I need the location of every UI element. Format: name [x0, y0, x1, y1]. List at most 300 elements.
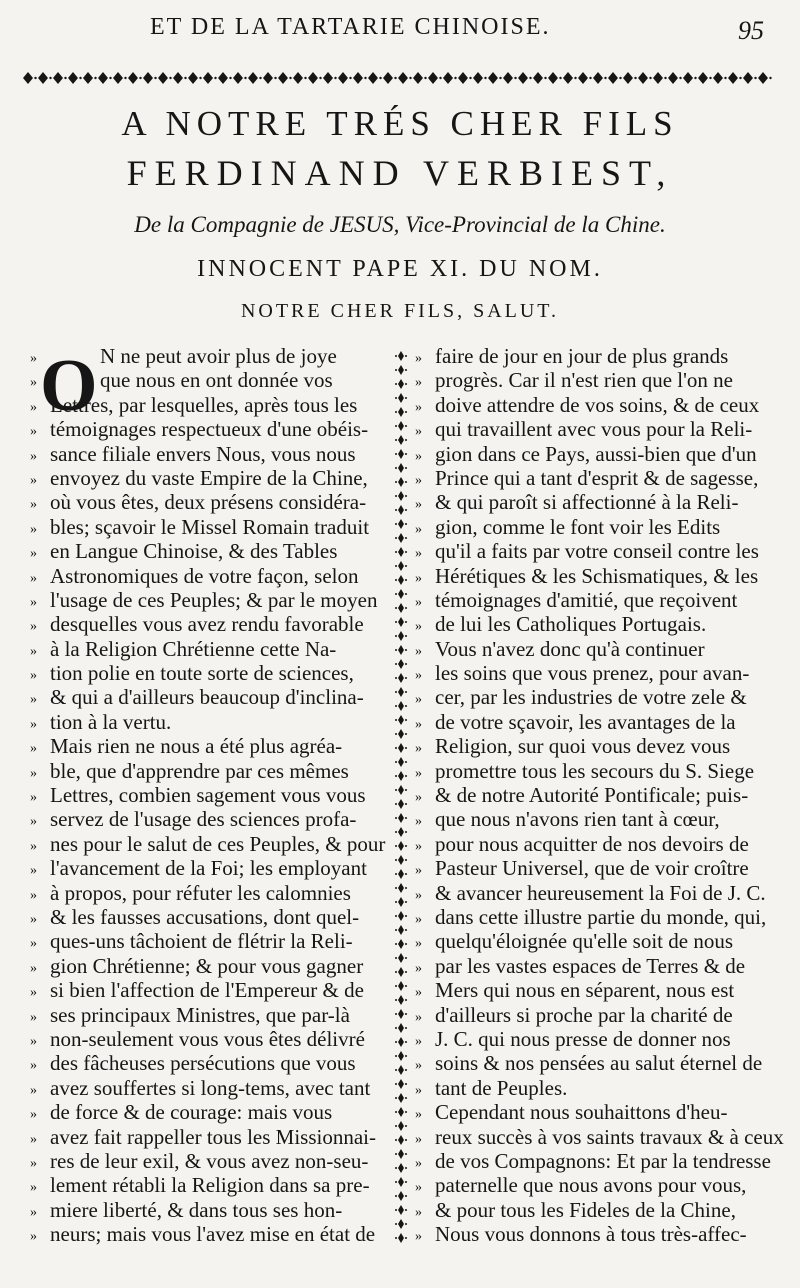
text-line: [415, 710, 785, 734]
text-line: [30, 856, 390, 880]
ornament-diamond: [563, 72, 573, 84]
divider-diamond: [398, 603, 404, 613]
divider-dot: [395, 453, 397, 455]
text-line: [30, 368, 390, 392]
divider-dot: [395, 1181, 397, 1183]
text-line: [30, 564, 390, 588]
divider-diamond: [398, 393, 404, 403]
quotation-mark: »: [415, 741, 422, 757]
text-line: [415, 759, 785, 783]
quotation-mark: »: [415, 619, 422, 635]
divider-dot: [405, 957, 407, 959]
quotation-mark: »: [415, 1033, 422, 1049]
quotation-mark: »: [415, 765, 422, 781]
ornament-dot: [664, 77, 666, 79]
line-text: des fâcheuses persécutions que vous: [50, 1051, 356, 1076]
divider-diamond: [398, 659, 404, 669]
divider-diamond: [398, 463, 404, 473]
ornament-diamond: [263, 72, 273, 84]
quotation-mark: »: [30, 448, 37, 464]
ornament-dot: [64, 77, 66, 79]
divider-diamond: [398, 1093, 404, 1103]
line-text: & qui paroît si affectionné à la Reli-: [435, 490, 739, 515]
ornament-dot: [334, 77, 336, 79]
divider-dot: [405, 1125, 407, 1127]
divider-dot: [405, 1111, 407, 1113]
divider-dot: [395, 1223, 397, 1225]
divider-diamond: [398, 505, 404, 515]
text-line: [30, 490, 390, 514]
line-text: non-seulement vous vous êtes délivré: [50, 1026, 365, 1051]
line-text: J. C. qui nous presse de donner nos: [435, 1026, 731, 1051]
quotation-mark: »: [415, 643, 422, 659]
divider-dot: [405, 971, 407, 973]
quotation-mark: »: [415, 1009, 422, 1025]
line-text: les soins que vous prenez, pour avan-: [435, 661, 750, 686]
divider-dot: [405, 397, 407, 399]
divider-diamond: [398, 435, 404, 445]
divider-dot: [395, 915, 397, 917]
quotation-mark: »: [30, 1180, 37, 1196]
divider-diamond: [398, 869, 404, 879]
text-line: [30, 1100, 390, 1124]
divider-dot: [395, 607, 397, 609]
quotation-mark: »: [415, 1107, 422, 1123]
quotation-mark: »: [30, 1033, 37, 1049]
quotation-mark: »: [415, 521, 422, 537]
quotation-mark: »: [30, 1009, 37, 1025]
line-text: Lettres, combien sagement vous vous: [50, 783, 366, 808]
line-text: de vos Compagnons: Et par la tendresse: [435, 1148, 771, 1173]
ornament-dot: [544, 77, 546, 79]
divider-dot: [395, 1083, 397, 1085]
divider-diamond: [398, 1121, 404, 1131]
text-line: [415, 905, 785, 929]
line-text: res de leur exil, & vous avez non-seu-: [50, 1148, 369, 1173]
divider-dot: [395, 761, 397, 763]
divider-dot: [405, 1069, 407, 1071]
text-line: [30, 637, 390, 661]
divider-diamond: [398, 995, 404, 1005]
quotation-mark: »: [30, 790, 37, 806]
text-line: [30, 1003, 390, 1027]
quotation-mark: »: [415, 960, 422, 976]
ornament-diamond: [428, 72, 438, 84]
drop-cap: O: [40, 345, 98, 427]
quotation-mark: »: [30, 1131, 37, 1147]
divider-dot: [395, 1237, 397, 1239]
text-line: [415, 417, 785, 441]
divider-dot: [395, 1013, 397, 1015]
quotation-mark: »: [30, 521, 37, 537]
text-line: [30, 759, 390, 783]
divider-dot: [395, 775, 397, 777]
text-line: [415, 1125, 785, 1149]
text-line: [30, 393, 390, 417]
divider-dot: [405, 439, 407, 441]
divider-dot: [395, 789, 397, 791]
divider-dot: [405, 1223, 407, 1225]
ornament-dot: [469, 77, 471, 79]
text-line: [30, 685, 390, 709]
line-text: de force & de courage: mais vous: [50, 1100, 333, 1125]
divider-dot: [395, 369, 397, 371]
ornament-diamond: [413, 72, 423, 84]
letter-sender: INNOCENT PAPE XI. DU NOM.: [197, 256, 603, 282]
divider-diamond: [398, 365, 404, 375]
quotation-mark: »: [415, 985, 422, 1001]
divider-diamond: [398, 421, 404, 431]
divider-dot: [395, 901, 397, 903]
quotation-mark: »: [415, 790, 422, 806]
divider-dot: [395, 663, 397, 665]
text-line: [30, 710, 390, 734]
divider-dot: [405, 1055, 407, 1057]
line-text: N ne peut avoir plus de joye: [100, 344, 337, 368]
quotation-mark: »: [415, 716, 422, 732]
quotation-mark: »: [30, 375, 37, 391]
quotation-mark: »: [415, 448, 422, 464]
quotation-mark: »: [30, 424, 37, 440]
text-line: [30, 1222, 390, 1246]
quotation-mark: »: [30, 1107, 37, 1123]
ornament-diamond: [203, 72, 213, 84]
divider-diamond: [398, 841, 404, 851]
divider-dot: [395, 383, 397, 385]
divider-diamond: [398, 1009, 404, 1019]
divider-dot: [395, 1209, 397, 1211]
divider-dot: [395, 649, 397, 651]
ornament-diamond: [53, 72, 63, 84]
text-line: [30, 1076, 390, 1100]
ornament-dot: [244, 77, 246, 79]
quotation-mark: »: [30, 863, 37, 879]
divider-dot: [395, 691, 397, 693]
line-text: Cependant nous souhaittons d'heu-: [435, 1100, 728, 1125]
quotation-mark: »: [415, 936, 422, 952]
line-text: promettre tous les secours du S. Siege: [435, 758, 755, 783]
line-text: tion polie en toute sorte de sciences,: [50, 661, 354, 686]
line-text: ble, que d'apprendre par ces mêmes: [50, 758, 349, 783]
quotation-mark: »: [415, 399, 422, 415]
text-line: [30, 466, 390, 490]
ornament-diamond: [188, 72, 198, 84]
divider-dot: [405, 1083, 407, 1085]
quotation-mark: »: [415, 668, 422, 684]
ornament-dot: [304, 77, 306, 79]
line-text: que nous n'avons rien tant à cœur,: [435, 807, 720, 832]
divider-dot: [395, 705, 397, 707]
divider-dot: [395, 943, 397, 945]
divider-dot: [395, 509, 397, 511]
line-text: Astronomiques de votre façon, selon: [50, 563, 359, 588]
divider-dot: [395, 985, 397, 987]
ornament-diamond: [23, 72, 33, 84]
quotation-mark: »: [30, 911, 37, 927]
divider-diamond: [398, 1037, 404, 1047]
divider-dot: [405, 775, 407, 777]
divider-dot: [405, 663, 407, 665]
divider-dot: [395, 1167, 397, 1169]
quotation-mark: »: [30, 765, 37, 781]
quotation-mark: »: [30, 1204, 37, 1220]
divider-dot: [395, 467, 397, 469]
line-text: l'usage de ces Peuples; & par le moyen: [50, 587, 378, 612]
text-line: [415, 856, 785, 880]
text-line: [30, 417, 390, 441]
divider-dot: [395, 733, 397, 735]
right-column: [415, 344, 785, 1246]
divider-diamond: [398, 379, 404, 389]
divider-diamond: [398, 589, 404, 599]
divider-diamond: [398, 631, 404, 641]
text-line: [415, 1003, 785, 1027]
ornament-diamond: [728, 72, 738, 84]
quotation-mark: »: [30, 497, 37, 513]
ornament-dot: [199, 77, 201, 79]
quotation-mark: »: [30, 594, 37, 610]
quotation-mark: »: [30, 399, 37, 415]
divider-dot: [405, 929, 407, 931]
ornament-dot: [184, 77, 186, 79]
divider-dot: [405, 705, 407, 707]
divider-dot: [395, 439, 397, 441]
divider-diamond: [398, 771, 404, 781]
quotation-mark: »: [415, 911, 422, 927]
divider-dot: [395, 355, 397, 357]
quotation-mark: »: [415, 570, 422, 586]
ornament-diamond: [443, 72, 453, 84]
divider-dot: [405, 747, 407, 749]
ornament-diamond: [488, 72, 498, 84]
ornament-dot: [154, 77, 156, 79]
ornament-dot: [34, 77, 36, 79]
divider-dot: [405, 887, 407, 889]
divider-dot: [395, 747, 397, 749]
text-line: [30, 807, 390, 831]
divider-dot: [405, 859, 407, 861]
divider-diamond: [398, 533, 404, 543]
ornament-dot: [709, 77, 711, 79]
text-line: [30, 734, 390, 758]
divider-diamond: [398, 351, 404, 361]
line-text: Religion, sur quoi vous devez vous: [435, 734, 731, 759]
divider-dot: [395, 817, 397, 819]
ornament-dot: [724, 77, 726, 79]
ornament-dot: [409, 77, 411, 79]
divider-diamond: [398, 617, 404, 627]
line-text: à propos, pour réfuter les calomnies: [50, 880, 351, 905]
line-text: servez de l'usage des sciences profa-: [50, 807, 357, 832]
divider-diamond: [398, 1233, 404, 1243]
quotation-mark: »: [415, 424, 422, 440]
ornament-dot: [679, 77, 681, 79]
quotation-mark: »: [30, 1058, 37, 1074]
divider-dot: [395, 411, 397, 413]
divider-dot: [395, 1153, 397, 1155]
divider-dot: [405, 537, 407, 539]
line-text: sance filiale envers Nous, vous nous: [50, 441, 356, 466]
line-text: à la Religion Chrétienne cette Na-: [50, 636, 337, 661]
text-line: [415, 783, 785, 807]
text-line: [415, 661, 785, 685]
ornament-diamond: [368, 72, 378, 84]
divider-diamond: [398, 939, 404, 949]
divider-diamond: [398, 645, 404, 655]
divider-dot: [395, 803, 397, 805]
ornament-diamond: [83, 72, 93, 84]
text-line: [415, 539, 785, 563]
divider-diamond: [398, 827, 404, 837]
line-text: qui travaillent avec vous pour la Reli-: [435, 417, 753, 442]
divider-dot: [395, 621, 397, 623]
left-column: [30, 344, 390, 1246]
divider-dot: [395, 579, 397, 581]
ornament-dot: [139, 77, 141, 79]
line-text: Mers qui nous en séparent, nous est: [435, 978, 735, 1003]
text-line: [415, 344, 785, 368]
text-line: [415, 1027, 785, 1051]
divider-dot: [395, 537, 397, 539]
ornament-dot: [559, 77, 561, 79]
divider-diamond: [398, 1205, 404, 1215]
page-number: 95: [738, 16, 764, 45]
quotation-mark: »: [415, 814, 422, 830]
divider-diamond: [398, 1065, 404, 1075]
quotation-mark: »: [415, 1155, 422, 1171]
divider-dot: [405, 635, 407, 637]
ornament-dot: [49, 77, 51, 79]
line-text: qu'il a faits par votre conseil contre les: [435, 539, 759, 564]
quotation-mark: »: [30, 472, 37, 488]
ornament-diamond: [608, 72, 618, 84]
ornament-diamond: [68, 72, 78, 84]
divider-diamond: [398, 1107, 404, 1117]
ornament-diamond: [758, 72, 768, 84]
divider-dot: [405, 1027, 407, 1029]
ornament-diamond: [218, 72, 228, 84]
divider-dot: [405, 845, 407, 847]
divider-dot: [405, 831, 407, 833]
quotation-mark: »: [30, 814, 37, 830]
divider-dot: [405, 467, 407, 469]
divider-dot: [405, 719, 407, 721]
divider-dot: [395, 565, 397, 567]
text-line: [30, 905, 390, 929]
divider-dot: [395, 593, 397, 595]
divider-dot: [405, 943, 407, 945]
divider-dot: [405, 1097, 407, 1099]
divider-dot: [395, 1069, 397, 1071]
divider-dot: [395, 495, 397, 497]
line-text: témoignages respectueux d'une obéis-: [50, 417, 369, 442]
divider-diamond: [398, 1149, 404, 1159]
text-line: [415, 978, 785, 1002]
line-text: & qui a d'ailleurs beaucoup d'inclina-: [50, 685, 364, 710]
ornament-dot: [274, 77, 276, 79]
line-text: soins & nos pensées au salut éternel de: [435, 1051, 763, 1076]
ornament-diamond: [233, 72, 243, 84]
divider-diamond: [398, 799, 404, 809]
ornament-dot: [589, 77, 591, 79]
text-line: [415, 881, 785, 905]
quotation-mark: »: [415, 1229, 422, 1245]
ornament-dot: [424, 77, 426, 79]
divider-dot: [405, 803, 407, 805]
divider-dot: [395, 1139, 397, 1141]
ornament-diamond: [698, 72, 708, 84]
text-line: [30, 929, 390, 953]
text-line: [415, 466, 785, 490]
line-text: si bien l'affection de l'Empereur & de: [50, 978, 364, 1003]
ornament-dot: [604, 77, 606, 79]
divider-dot: [405, 593, 407, 595]
line-text: desquelles vous avez rendu favorable: [50, 612, 364, 637]
line-text: témoignages d'amitié, que reçoivent: [435, 587, 738, 612]
text-line: [415, 1051, 785, 1075]
divider-diamond: [398, 1191, 404, 1201]
divider-dot: [405, 733, 407, 735]
divider-diamond: [398, 911, 404, 921]
quotation-mark: »: [30, 692, 37, 708]
ornament-diamond: [353, 72, 363, 84]
ornament-dot: [349, 77, 351, 79]
ornament-dot: [499, 77, 501, 79]
text-line: [30, 661, 390, 685]
line-text: en Langue Chinoise, & des Tables: [50, 539, 338, 564]
divider-diamond: [398, 897, 404, 907]
quotation-mark: »: [415, 1131, 422, 1147]
line-text: bles; sçavoir le Missel Romain traduit: [50, 514, 370, 539]
ornament-dot: [259, 77, 261, 79]
ornament-dot: [379, 77, 381, 79]
text-line: [30, 783, 390, 807]
text-line: [30, 978, 390, 1002]
ornament-dot: [769, 77, 771, 79]
divider-dot: [405, 901, 407, 903]
divider-dot: [395, 719, 397, 721]
line-text: d'ailleurs si proche par la charité de: [435, 1002, 733, 1027]
text-line: [415, 1149, 785, 1173]
divider-dot: [405, 985, 407, 987]
quotation-mark: »: [30, 619, 37, 635]
divider-diamond: [398, 561, 404, 571]
text-line: [30, 1198, 390, 1222]
quotation-mark: »: [415, 594, 422, 610]
divider-diamond: [398, 449, 404, 459]
divider-diamond: [398, 757, 404, 767]
divider-dot: [405, 369, 407, 371]
ornament-diamond: [113, 72, 123, 84]
letter-salutation: NOTRE CHER FILS, SALUT.: [240, 300, 560, 322]
divider-diamond: [398, 701, 404, 711]
line-text: pour nous acquitter de nos devoirs de: [435, 831, 749, 856]
text-line: [30, 515, 390, 539]
ornament-diamond: [743, 72, 753, 84]
divider-diamond: [398, 1051, 404, 1061]
text-line: [415, 832, 785, 856]
text-line: [30, 1125, 390, 1149]
ornament-dot: [229, 77, 231, 79]
ornament-dot: [364, 77, 366, 79]
ornament-diamond: [503, 72, 513, 84]
quotation-mark: »: [30, 643, 37, 659]
line-text: Mais rien ne nous a été plus agréa-: [50, 734, 343, 759]
line-text: de votre sçavoir, les avantages de la: [435, 709, 736, 734]
divider-dot: [405, 579, 407, 581]
divider-diamond: [398, 1135, 404, 1145]
text-line: [30, 1149, 390, 1173]
